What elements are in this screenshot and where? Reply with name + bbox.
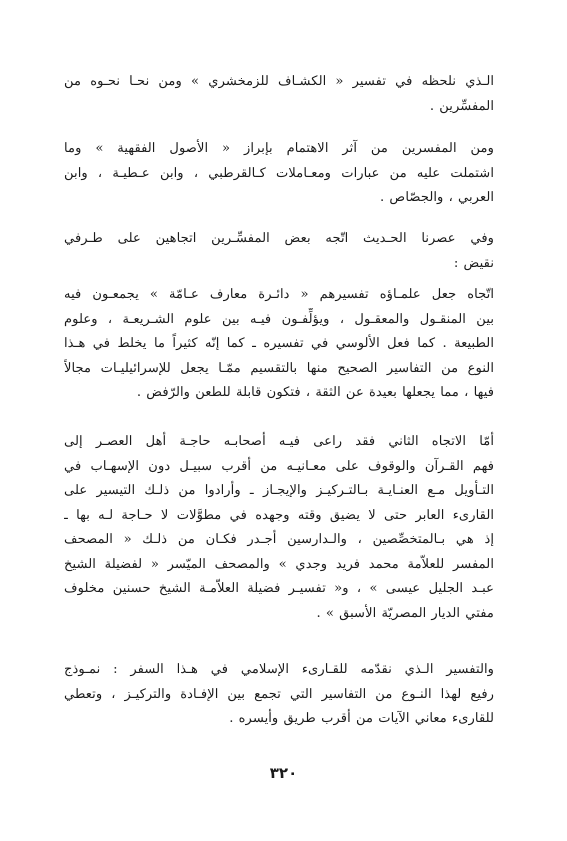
text-line: العربي ، والجصّاص . <box>380 190 494 205</box>
text-line: إذ هي بـالمتخصِّصين ، والـدارسين أجـدر فكـان من ذلـك « المصحف <box>64 532 494 547</box>
page-number: ٣٢٠ <box>269 764 298 782</box>
text-line: فهم القـرآن والوقوف على معـانيـه من أقرب سبيـل دون الإسهـاب في <box>64 458 494 474</box>
text-line: عبـد الجليل عيسى » ، و« تفسيـر فضيلة العلاّمـة الشيخ حسنين مخلوف <box>64 581 494 596</box>
paragraph-5 <box>64 430 494 626</box>
text-line: اتّجاه جعل علمـاؤه تفسيرهم « دائـرة معارف عـامّة » يجمعـون فيه <box>64 287 494 302</box>
text-line: أمّا الاتجاه الثاني فقد راعى فيـه أصحابـه حاجـة أهل العصـر إلى <box>64 434 494 449</box>
paragraph-6 <box>64 658 494 732</box>
text-line: والتفسير الـذي نقدّمه للقـارىء الإسلامي في هـذا السفر : نمـوذج <box>64 662 494 677</box>
text-line: التـأويل مـع العنـايـة بـالتـركيـز والإيجـاز ـ وأرادوا من ذلـك التيسير على <box>64 483 494 498</box>
text-line: القارىء العابر حتى لا يضيق وقته وجهده في مطوَّلات لا حـاجة لـه بها ـ <box>64 507 494 523</box>
text-line: فيها ، مما يجعلها بعيدة عن الثقة ، فتكون قابلة للطعن والرّفض . <box>136 385 494 400</box>
paragraph-4 <box>64 283 494 406</box>
text-line: نقيض : <box>453 255 494 271</box>
text-line: النوع من التفاسير الصحيح منها بالتقسيم ممّـا يجعل للإسرائيليـات مجالاً <box>64 360 494 376</box>
paragraph-1 <box>64 70 494 119</box>
text-line: المفسر للعلاّمة محمد فريد وجدي » والمصحف الميّسر « لفضيلة الشيخ <box>64 556 494 572</box>
text-line: الـذي نلحظه في تفسير « الكشـاف للزمخشري » ومن نحـا نحـوه من <box>64 74 494 89</box>
text-line: للقارىء معاني الآيات من أقرب طريق وأيسره . <box>229 711 494 726</box>
text-line: رفيع لهذا النـوع من التفاسير التي تجمع بين الإفـادة والتركيـز ، وتعطي <box>64 686 494 702</box>
text-line: بين المنقـول والمعقـول ، ويؤلِّفـون فيـه بين علوم الشـريعـة ، وعلوم <box>64 311 494 327</box>
text-line: المفسِّرين . <box>429 98 494 114</box>
paragraph-3 <box>64 227 494 276</box>
text-line: ومن المفسرين من آثر الاهتمام بإبراز « الأصول الفقهية » وما <box>64 141 494 156</box>
paragraph-2 <box>64 137 494 211</box>
text-line: مفتي الديار المصريّة الأسبق » . <box>316 605 494 621</box>
text-line: وفي عصرنا الحـديث اتّجه بعض المفسِّـرين اتجاهين على طـرفي <box>64 231 494 246</box>
text-line: الطبيعة . كما فعل الألوسي في تفسيره ـ كما إنّه كثيراً ما يخلط في هـذا <box>64 336 494 351</box>
text-line: اشتملت عليه من عبارات ومعـاملات كـالقرطبي ، وابن عـطيـة ، وابن <box>64 165 494 181</box>
